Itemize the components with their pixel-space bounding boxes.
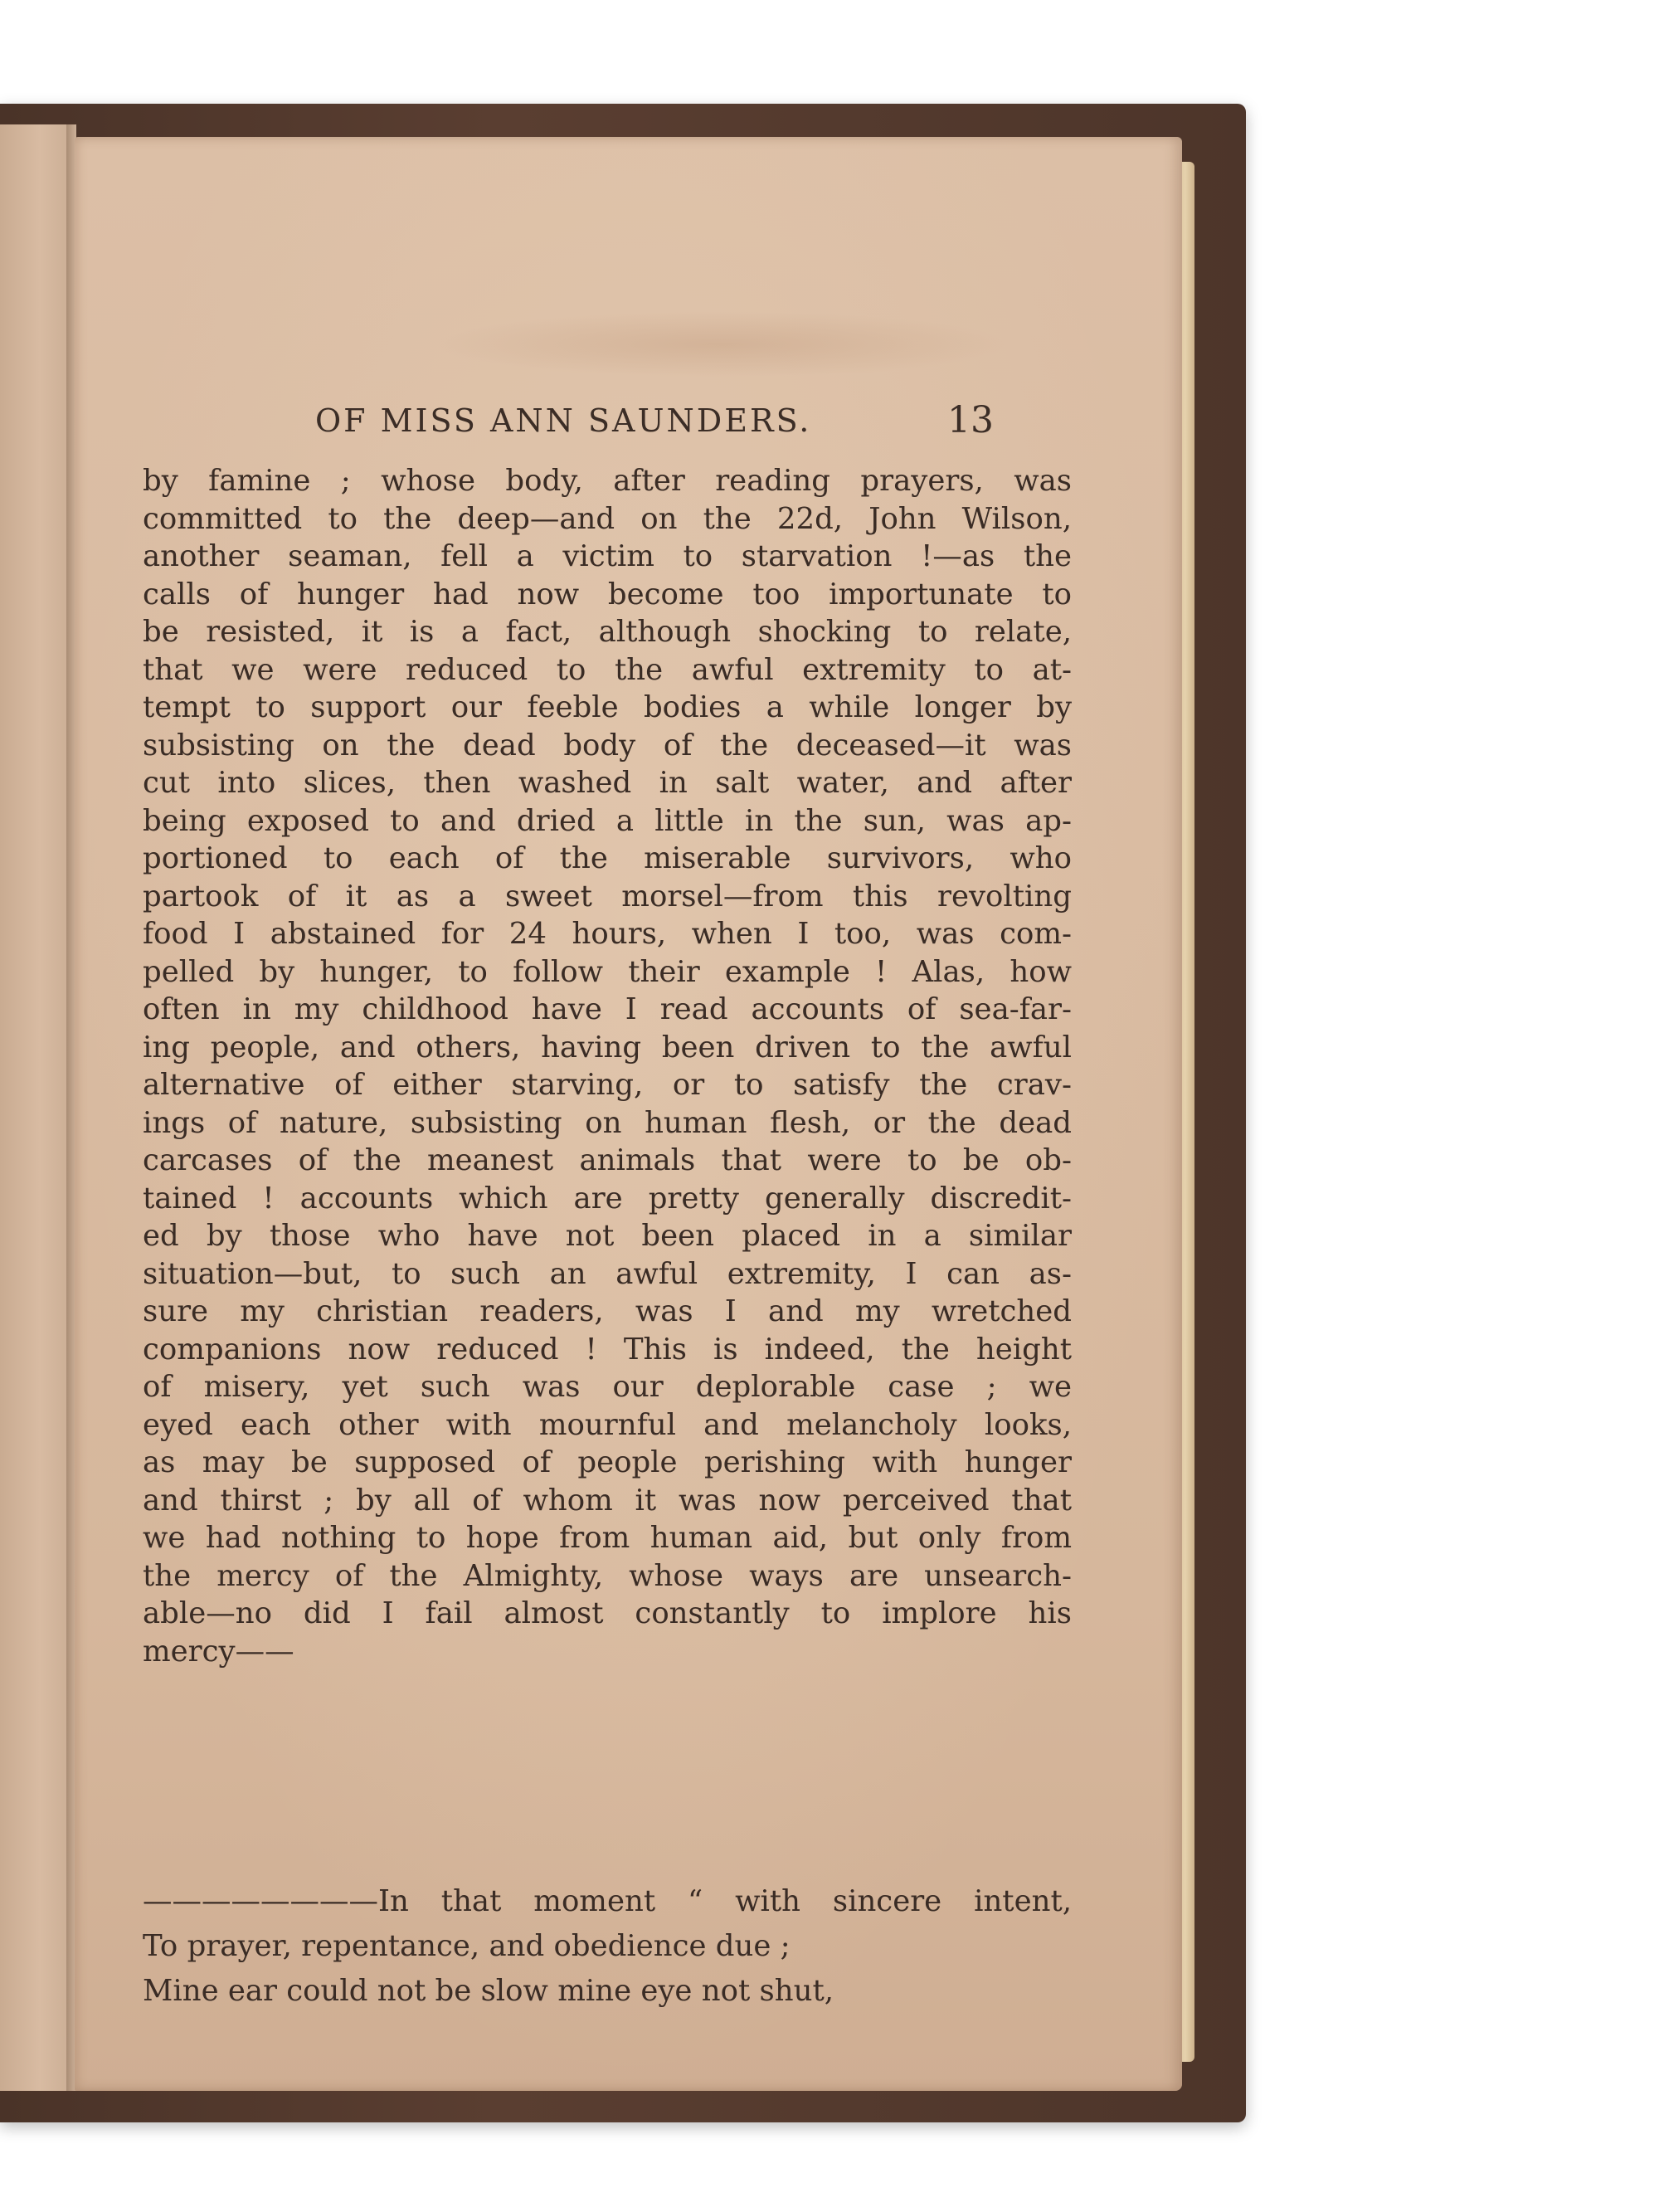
body-line: alternative of either starving, or to satisfy the crav- [143, 1068, 1072, 1102]
body-line: by famine ; whose body, after reading prayers, was [143, 464, 1072, 498]
body-line: as may be supposed of people perishing with hunger [143, 1445, 1072, 1479]
body-line: eyed each other with mournful and melancholy looks, [143, 1407, 1072, 1442]
book-page [75, 137, 1182, 2091]
verse-quotation [143, 1879, 1072, 2014]
body-line: ed by those who have not been placed in a similar [143, 1219, 1072, 1253]
body-line: mercy—— [143, 1634, 294, 1669]
previous-page-edge [0, 124, 68, 2091]
body-line: situation—but, to such an awful extremity, I can as- [143, 1256, 1072, 1291]
body-line: being exposed to and dried a little in the sun, was ap- [143, 803, 1072, 838]
body-line: sure my christian readers, was I and my wretched [143, 1294, 1072, 1328]
body-line: ings of nature, subsisting on human flesh, or the dead [143, 1105, 1072, 1140]
body-line: subsisting on the dead body of the deceased—it was [143, 728, 1072, 763]
body-line: the mercy of the Almighty, whose ways are unsearch- [143, 1558, 1072, 1593]
verse-line: Mine ear could not be slow mine eye not shut, [143, 1974, 834, 2008]
body-line: companions now reduced ! This is indeed, the height [143, 1332, 1072, 1367]
body-line: we had nothing to hope from human aid, but only from [143, 1521, 1072, 1555]
verse-line: To prayer, repentance, and obedience due ; [143, 1929, 791, 1963]
body-line: that we were reduced to the awful extremity to at- [143, 652, 1072, 687]
body-line: be resisted, it is a fact, although shocking to relate, [143, 615, 1072, 649]
page-number: 13 [947, 399, 994, 441]
body-line: another seaman, fell a victim to starvation !—as the [143, 539, 1072, 573]
body-line: cut into slices, then washed in salt water, and after [143, 766, 1072, 800]
body-line: partook of it as a sweet morsel—from this revolting [143, 879, 1072, 914]
body-line: ing people, and others, having been driven to the awful [143, 1030, 1072, 1065]
body-line: and thirst ; by all of whom it was now perceived that [143, 1483, 1072, 1518]
body-line: often in my childhood have I read accounts of sea-far- [143, 992, 1072, 1026]
body-line: tained ! accounts which are pretty generally discredit- [143, 1181, 1072, 1216]
body-line: tempt to support our feeble bodies a while longer by [143, 690, 1072, 724]
verse-line: ————————In that moment “ with sincere intent, [143, 1884, 1072, 1918]
body-line: pelled by hunger, to follow their example ! Alas, how [143, 954, 1072, 989]
body-line: committed to the deep—and on the 22d, John Wilson, [143, 501, 1072, 536]
body-line: portioned to each of the miserable survivors, who [143, 841, 1072, 875]
body-text [143, 462, 1072, 1670]
page-stain [431, 311, 1012, 378]
running-title: OF MISS ANN SAUNDERS. [315, 402, 812, 439]
body-line: carcases of the meanest animals that were to be ob- [143, 1143, 1072, 1177]
body-line: food I abstained for 24 hours, when I too, was com- [143, 917, 1072, 951]
body-line: able—no did I fail almost constantly to implore his [143, 1596, 1072, 1630]
running-head [75, 399, 1182, 452]
body-line: calls of hunger had now become too importunate to [143, 577, 1072, 611]
body-line: of misery, yet such was our deplorable case ; we [143, 1370, 1072, 1404]
